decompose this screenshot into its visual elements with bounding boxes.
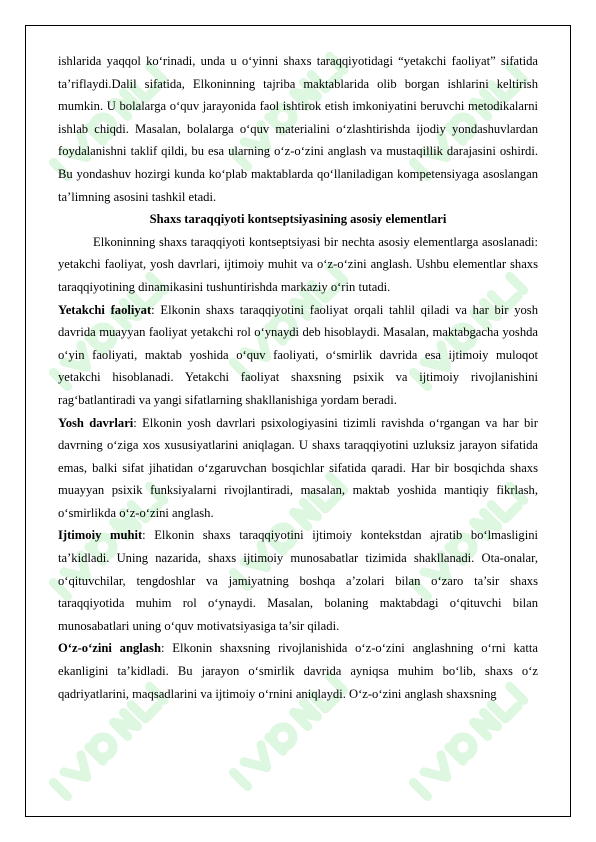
section-heading: Shaxs taraqqiyoti kontseptsiyasining asosiy elementlari: [149, 212, 447, 227]
paragraph-elements: Elkoninning shaxs taraqqiyoti kontseptsiyasi bir nechta asosiy elementlarga asoslanadi: yetakchi faoliyat, yosh davrlari, ijtimoiy muhit va o‘z-o‘zini anglash. Ushbu elementlar shaxs taraqqiyotining dinamikasini tushuntirishda markaziy o‘rin tutadi.: [58, 234, 538, 294]
term-leading-activity: Yetakchi faoliyat: [58, 302, 152, 317]
term-social-environment: Ijtimoiy muhit: [58, 528, 143, 543]
paragraph-intro: ishlarida yaqqol ko‘rinadi, unda u o‘yinni shaxs taraqqiyotidagi “yetakchi faoliyat” sifatida ta’riflaydi.Dalil sifatida, Elkoninning tajriba maktablarida olib borgan ishlarini keltirish mumkin. U bolalarga o‘quv jarayonida faol ishtirok etish imkoniyatini beruvchi metodikalarni ishlab chiqdi. Masalan, bolalarga o‘quv materialini o‘zlashtirishda ijodiy yondashuvlardan foydalanishni taklif qildi, bu esa ularning o‘z-o‘zini anglash va mustaqillik darajasini oshirdi. Bu yondashuv hozirgi kunda ko‘plab maktablarda qo‘llaniladigan kompetensiyaga asoslangan ta’limning asosini tashkil etadi.: [58, 54, 538, 204]
paragraph-leading-activity: Yetakchi faoliyat: Elkonin shaxs taraqqiyotini faoliyat orqali tahlil qiladi va har bir yosh davrida muayyan faoliyat yetakchi rol o‘ynaydi deb hisoblaydi. Masalan, maktabgacha yoshda o‘yin faoliyati, maktab yoshida o‘quv faoliyati, o‘smirlik davrida esa ijtimoiy muloqot yetakchi hisoblanadi. Yetakchi faoliyat shaxsning psixik va ijtimoiy rivojlanishini rag‘batlantiradi va yangi sifatlarning shakllanishiga yordam beradi.: [58, 302, 538, 407]
paragraph-self-awareness: O‘z-o‘zini anglash: Elkonin shaxsning rivojlanishida o‘z-o‘zini anglashning o‘rni katta ekanligini ta’kidladi. Bu jarayon o‘smirlik davrida ayniqsa muhim bo‘lib, shaxs o‘z qadriyatlarini, maqsadlarini va ijtimoiy o‘rnini aniqlaydi. O‘z-o‘zini anglash shaxsning: [58, 641, 538, 701]
term-self-awareness: O‘z-o‘zini anglash: [58, 641, 161, 656]
term-age-periods: Yosh davrlari: [58, 415, 134, 430]
paragraph-social-environment: Ijtimoiy muhit: Elkonin shaxs taraqqiyotini ijtimoiy kontekstdan ajratib bo‘lmasligini ta’kidladi. Uning nazarida, shaxs ijtimoiy munosabatlar tizimida shakllanadi. Ota-onalar, o‘qituvchilar, tengdoshlar va jamiyatning boshqa a’zolari bilan o‘zaro ta’sir shaxs taraqqiyotida muhim rol o‘ynaydi. Masalan, bolaning maktabdagi o‘qituvchi bilan munosabatlari uning o‘quv motivatsiyasiga ta’sir qiladi.: [58, 528, 539, 633]
paragraph-age-periods: Yosh davrlari: Elkonin yosh davrlari psixologiyasini tizimli ravishda o‘rgangan va har bir davrning o‘ziga xos xususiyatlarini aniqlagan. U shaxs taraqqiyotini uzluksiz jarayon sifatida emas, balki sifat jihatidan o‘zgaruvchan bosqichlar sifatida qaradi. Har bir bosqichda shaxs muayyan psixik funksiyalarni rivojlantiradi, masalan, maktab yoshida mantiqiy fikrlash, o‘smirlikda o‘z-o‘zini anglash.: [58, 415, 538, 520]
document-body: [58, 50, 538, 705]
